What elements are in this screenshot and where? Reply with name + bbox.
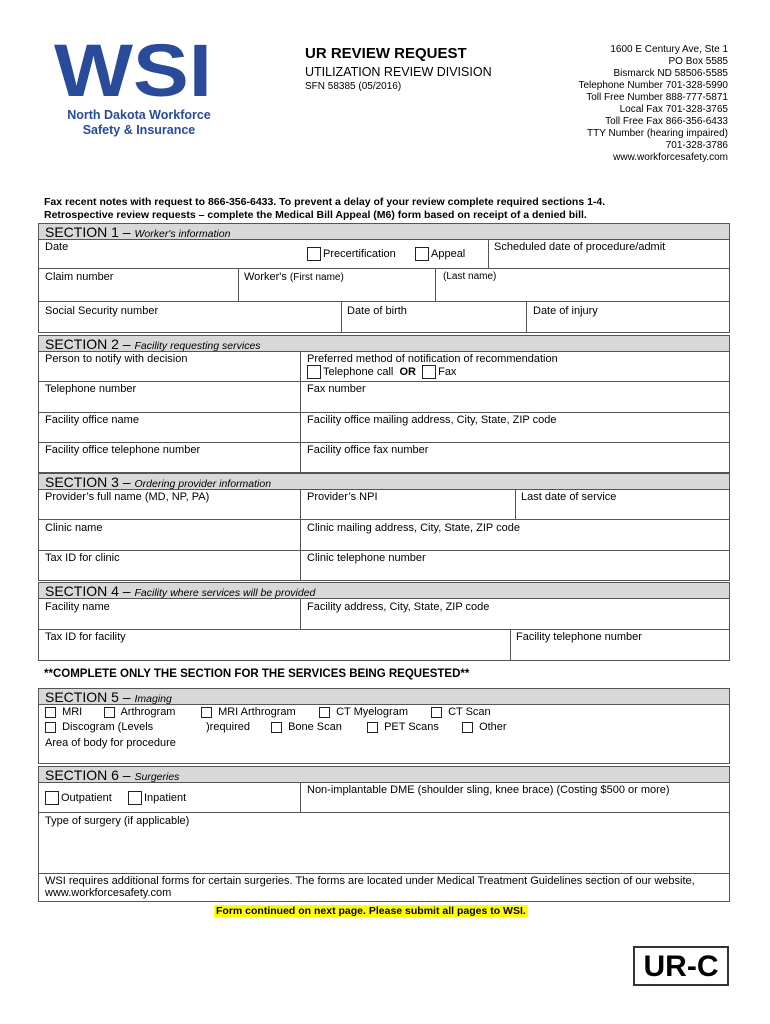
inpatient-label: Inpatient xyxy=(144,791,187,804)
inpatient-option[interactable] xyxy=(128,791,186,805)
arthrogram-label: Arthrogram xyxy=(120,706,176,718)
ct-myelogram-checkbox[interactable] xyxy=(319,707,330,718)
address-line: www.workforcesafety.com xyxy=(613,152,728,163)
last-service-date-field[interactable]: Last date of service xyxy=(521,491,617,503)
mri-arthrogram-label: MRI Arthrogram xyxy=(218,706,296,718)
section2-title: SECTION 2 – xyxy=(45,336,131,352)
facility-telephone-field[interactable]: Facility telephone number xyxy=(516,631,642,643)
bone-scan-option[interactable] xyxy=(271,721,342,733)
worker-first-name-field[interactable] xyxy=(244,271,344,283)
telephone-call-label: Telephone call xyxy=(323,365,394,378)
section2-subtitle: Facility requesting services xyxy=(134,340,261,352)
continued-notice: Form continued on next page. Please submit all pages to WSI. xyxy=(216,905,526,917)
telephone-number-field[interactable]: Telephone number xyxy=(45,383,137,395)
outpatient-checkbox[interactable] xyxy=(45,791,59,805)
appeal-option[interactable] xyxy=(415,247,465,261)
claim-number-field[interactable]: Claim number xyxy=(45,271,114,283)
ct-scan-label: CT Scan xyxy=(448,706,491,718)
mri-label: MRI xyxy=(62,706,83,718)
outpatient-label: Outpatient xyxy=(61,791,112,804)
pet-scans-label: PET Scans xyxy=(384,721,439,733)
fax-label: Fax xyxy=(438,365,457,378)
wsi-requirement-line1: WSI requires additional forms for certain surgeries. The forms are located under Medical Treatment Guidelines section of our website, xyxy=(45,875,695,887)
discogram-option[interactable] xyxy=(45,721,153,733)
ct-myelogram-label: CT Myelogram xyxy=(336,706,408,718)
facility-tax-id-field[interactable]: Tax ID for facility xyxy=(45,631,126,643)
logo-sub-line2: Safety & Insurance xyxy=(82,123,196,137)
ssn-field[interactable]: Social Security number xyxy=(45,305,159,317)
section3-header xyxy=(38,473,730,490)
discogram-required-label: )required xyxy=(206,721,251,733)
address-line: PO Box 5585 xyxy=(668,56,728,67)
facility-address-field[interactable]: Facility address, City, State, ZIP code xyxy=(307,601,490,613)
ct-scan-checkbox[interactable] xyxy=(431,707,442,718)
other-option[interactable] xyxy=(462,721,507,733)
precert-checkbox[interactable] xyxy=(307,247,321,261)
form-code-box: UR-C xyxy=(633,946,729,986)
facility-name-field[interactable]: Facility name xyxy=(45,601,110,613)
wsi-requirement-line2: www.workforcesafety.com xyxy=(45,887,172,899)
facility-office-name-field[interactable]: Facility office name xyxy=(45,414,139,426)
form-sfn: SFN 58385 (05/2016) xyxy=(305,81,402,92)
address-line: Bismarck ND 58506-5585 xyxy=(613,68,728,79)
precert-option[interactable] xyxy=(307,247,396,261)
note-fax: Fax recent notes with request to 866-356-6433. To prevent a delay of your review complete required sections 1-4. xyxy=(44,196,606,208)
logo-text: WSI xyxy=(54,36,212,100)
inpatient-checkbox[interactable] xyxy=(128,791,142,805)
wsi-requirement-note xyxy=(45,875,695,899)
other-label: Other xyxy=(479,721,507,733)
discogram-checkbox[interactable] xyxy=(45,722,56,733)
section6-header xyxy=(38,766,730,783)
form-division: UTILIZATION REVIEW DIVISION xyxy=(305,65,492,79)
section5-subtitle: Imaging xyxy=(134,693,172,705)
discogram-label: Discogram (Levels xyxy=(62,721,154,733)
section1-title: SECTION 1 – xyxy=(45,224,131,240)
bone-scan-checkbox[interactable] xyxy=(271,722,282,733)
clinic-name-field[interactable]: Clinic name xyxy=(45,522,103,534)
or-label: OR xyxy=(399,365,416,378)
section3-title: SECTION 3 – xyxy=(45,474,131,490)
section3-subtitle: Ordering provider information xyxy=(134,478,272,490)
logo-sub-line1: North Dakota Workforce xyxy=(67,108,211,122)
facility-office-telephone-field[interactable]: Facility office telephone number xyxy=(45,444,201,456)
pet-scans-checkbox[interactable] xyxy=(367,722,378,733)
appeal-label: Appeal xyxy=(431,247,466,260)
address-line: Local Fax 701-328-3765 xyxy=(619,104,728,115)
fax-number-field[interactable]: Fax number xyxy=(307,383,366,395)
section6-title: SECTION 6 – xyxy=(45,767,131,783)
telephone-call-checkbox[interactable] xyxy=(307,365,321,379)
arthrogram-checkbox[interactable] xyxy=(104,707,115,718)
mri-option[interactable] xyxy=(45,706,82,718)
worker-last-name-field[interactable]: (Last name) xyxy=(443,271,497,282)
address-line: 701-328-3786 xyxy=(665,140,728,151)
section4-title: SECTION 4 – xyxy=(45,583,131,599)
area-of-body-field[interactable]: Area of body for procedure xyxy=(45,737,176,749)
pet-scans-option[interactable] xyxy=(367,721,439,733)
section1-header xyxy=(38,223,730,240)
address-line: Telephone Number 701-328-5990 xyxy=(578,80,728,91)
section5-header xyxy=(38,688,730,705)
mri-checkbox[interactable] xyxy=(45,707,56,718)
preferred-method-label: Preferred method of notification of recommendation xyxy=(307,353,558,365)
outpatient-option[interactable] xyxy=(45,791,112,805)
section6-subtitle: Surgeries xyxy=(134,771,180,783)
section2-header xyxy=(38,335,730,352)
section5-title: SECTION 5 – xyxy=(45,689,131,705)
facility-office-fax-field[interactable]: Facility office fax number xyxy=(307,444,429,456)
appeal-checkbox[interactable] xyxy=(415,247,429,261)
complete-only-notice: **COMPLETE ONLY THE SECTION FOR THE SERVICES BEING REQUESTED** xyxy=(44,668,470,680)
form-title: UR REVIEW REQUEST xyxy=(305,45,467,62)
provider-npi-field[interactable]: Provider’s NPI xyxy=(307,491,378,503)
facility-office-address-field[interactable]: Facility office mailing address, City, State, ZIP code xyxy=(307,414,557,426)
section4-header xyxy=(38,582,730,599)
fax-checkbox[interactable] xyxy=(422,365,436,379)
address-line: TTY Number (hearing impaired) xyxy=(587,128,728,139)
clinic-address-field[interactable]: Clinic mailing address, City, State, ZIP code xyxy=(307,522,520,534)
surgery-type-field[interactable]: Type of surgery (if applicable) xyxy=(45,815,190,827)
person-notify-field[interactable]: Person to notify with decision xyxy=(45,353,188,365)
wsi-logo xyxy=(54,36,214,100)
worker-label: Worker's xyxy=(244,271,287,283)
date-field[interactable]: Date xyxy=(45,241,69,253)
address-line: Toll Free Number 888-777-5871 xyxy=(586,92,728,103)
address-block xyxy=(578,44,728,164)
section4-subtitle: Facility where services will be provided xyxy=(134,587,316,599)
provider-name-field[interactable]: Provider’s full name (MD, NP, PA) xyxy=(45,491,210,503)
other-checkbox[interactable] xyxy=(462,722,473,733)
arthrogram-option[interactable] xyxy=(104,706,175,718)
dob-field[interactable]: Date of birth xyxy=(347,305,407,317)
section1-subtitle: Worker's information xyxy=(134,228,231,240)
precert-label: Precertification xyxy=(323,247,396,260)
address-line: Toll Free Fax 866-356-6433 xyxy=(605,116,728,127)
scheduled-date-field[interactable]: Scheduled date of procedure/admit xyxy=(494,241,666,253)
address-line: 1600 E Century Ave, Ste 1 xyxy=(610,44,728,55)
bone-scan-label: Bone Scan xyxy=(288,721,342,733)
mri-arthrogram-option[interactable] xyxy=(201,706,296,718)
note-retro: Retrospective review requests – complete the Medical Bill Appeal (M6) form based on receipt of a denied bill. xyxy=(44,209,587,221)
clinic-telephone-field[interactable]: Clinic telephone number xyxy=(307,552,426,564)
clinic-tax-id-field[interactable]: Tax ID for clinic xyxy=(45,552,120,564)
mri-arthrogram-checkbox[interactable] xyxy=(201,707,212,718)
logo-subtitle xyxy=(64,108,214,138)
doi-field[interactable]: Date of injury xyxy=(533,305,598,317)
notify-method-options xyxy=(307,365,456,379)
ct-scan-option[interactable] xyxy=(431,706,491,718)
first-name-label: (First name) xyxy=(289,272,344,283)
dme-field[interactable]: Non-implantable DME (shoulder sling, knee brace) (Costing $500 or more) xyxy=(307,784,670,796)
ct-myelogram-option[interactable] xyxy=(319,706,408,718)
